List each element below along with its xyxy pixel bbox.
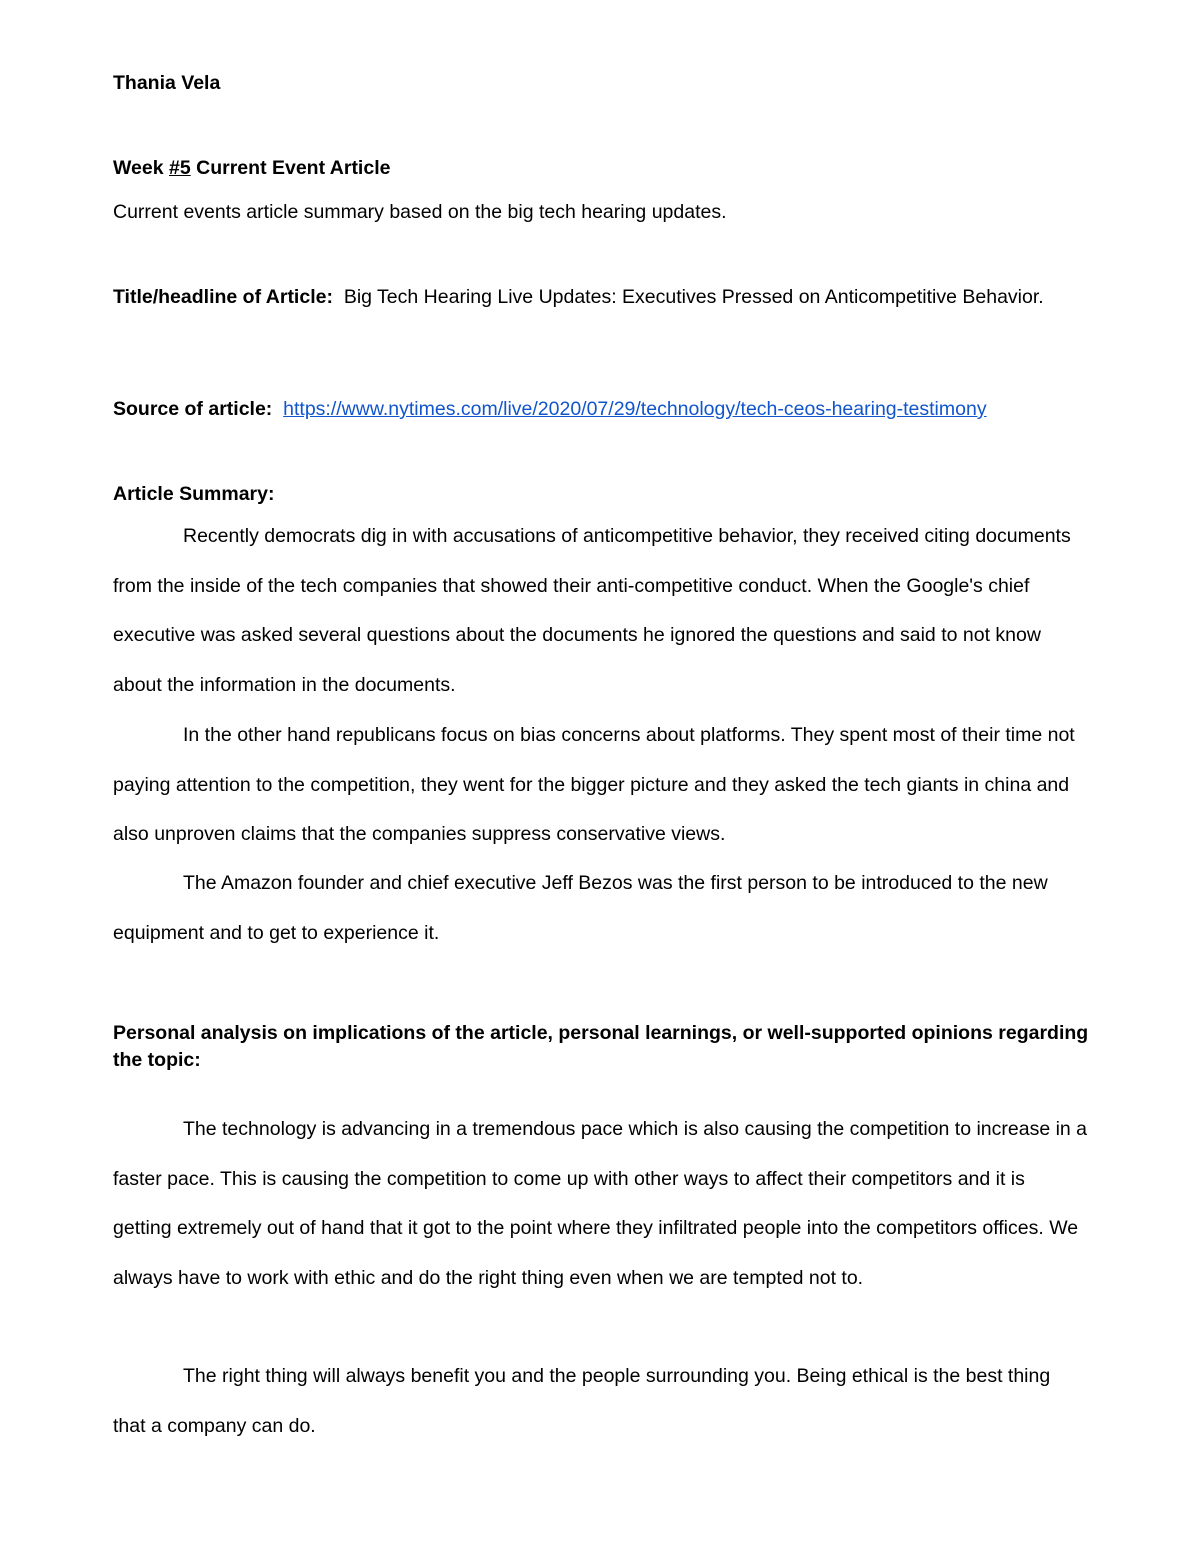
- author-name: Thania Vela: [113, 72, 221, 94]
- heading-prefix: Week: [113, 157, 170, 179]
- title-value: Big Tech Hearing Live Updates: Executives Pressed on Anticompetitive Behavior.: [343, 286, 1044, 308]
- heading-suffix: Current Event Article: [190, 157, 391, 179]
- title-field: [113, 284, 1093, 311]
- analysis-heading: Personal analysis on implications of the article, personal learnings, or well-supported opinions regarding the topic:: [113, 1022, 1089, 1071]
- summary-heading: Article Summary:: [113, 483, 275, 505]
- summary-paragraph-3: The Amazon founder and chief executive Jeff Bezos was the first person to be introduced to the new equipment and to get to experience it.: [113, 872, 1048, 944]
- subtitle: Current events article summary based on the big tech hearing updates.: [113, 201, 727, 223]
- source-link[interactable]: https://www.nytimes.com/live/2020/07/29/technology/tech-ceos-hearing-testimony: [283, 398, 987, 420]
- title-label: Title/headline of Article:: [113, 286, 333, 308]
- week-number: #5: [169, 157, 191, 179]
- page-title: [113, 155, 1093, 182]
- source-label: Source of article:: [113, 398, 273, 420]
- analysis-paragraph-2: The right thing will always benefit you and the people surrounding you. Being ethical is the best thing that a company can do.: [113, 1365, 1051, 1437]
- analysis-paragraph-1: The technology is advancing in a tremendous pace which is also causing the competition to increase in a faster pace. This is causing the competition to come up with other ways to affect their competitors and it is getting extremely out of hand that it got to the point where they infiltrated people into the competitors offices. We always have to work with ethic and do the right thing even when we are tempted not to.: [113, 1118, 1088, 1289]
- summary-paragraph-1: Recently democrats dig in with accusations of anticompetitive behavior, they received citing documents from the inside of the tech companies that showed their anti-competitive conduct. When the Google's chief executive was asked several questions about the documents he ignored the questions and said to not know about the information in the documents.: [113, 525, 1071, 696]
- source-field: [113, 396, 1093, 423]
- summary-paragraph-2: In the other hand republicans focus on bias concerns about platforms. They spent most of their time not paying attention to the competition, they went for the bigger picture and they asked the tech giants in china and also unproven claims that the companies suppress conservative views.: [113, 724, 1075, 846]
